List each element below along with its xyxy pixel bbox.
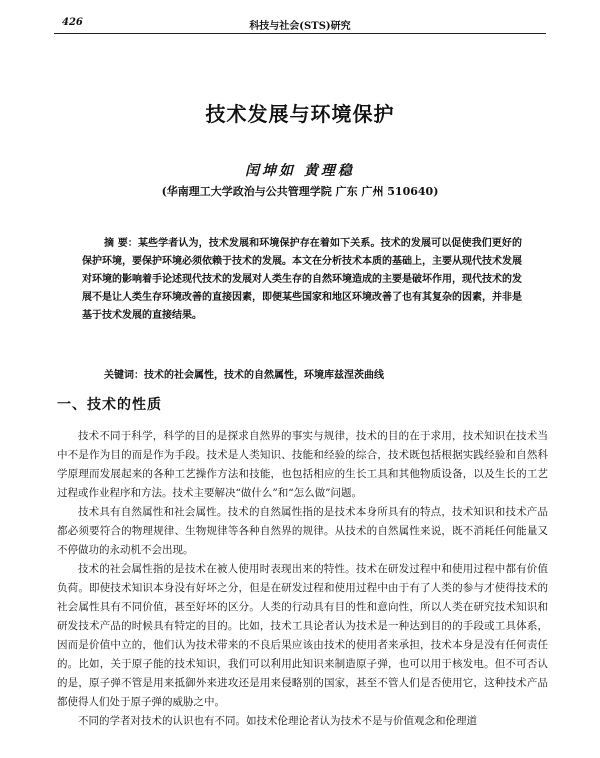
paragraph: 技术不同于科学，科学的目的是探求自然界的事实与规律，技术的目的在于求用，技术知识在技术当中不是作为目的而是作为手段。技术是人类知识、技能和经验的综合，技术既包括根据实践经验和自然科学原理而发展起来的各种工艺操作方法和技能，也包括相应的生长工具和其他物质设备，以及生长的工艺过程或作业程序和方法。技术主要解决“做什么”和“怎么做”问题。 — [57, 430, 548, 499]
body-text — [57, 427, 548, 731]
affiliation: (华南理工大学政治与公共管理学院 广东 广州 510640) — [161, 185, 439, 198]
article-title: 技术发展与环境保护 — [205, 102, 395, 126]
keywords-label: 关键词： — [104, 370, 144, 381]
abstract-label: 摘 要： — [104, 238, 138, 249]
journal-name: 科技与社会(STS)研究 — [249, 21, 351, 32]
paragraph: 不同的学者对技术的认识也有不同。如技术伦理论者认为技术不是与价值观念和伦理道 — [78, 715, 477, 727]
paragraph: 技术的社会属性指的是技术在被人使用时表现出来的特性。技术在研发过程中和使用过程中都有价值负荷。即使技术知识本身没有好坏之分，但是在研发过程和使用过程中由于有了人类的参与才使得技术的社会属性具有不同价值，甚至好坏的区分。人类的行动具有目的性和意向性，所以人类在研究技术知识和研发技术产品的时候具有特定的目的。比如，技术工具论者认为技术是一种达到目的的手段或工具体系，因而是价值中立的，他们认为技术带来的不良后果应该由技术的使用者来承担，技术本身是没有任何责任的。比如，关于原子能的技术知识，我们可以利用此知识来制造原子弹，也可以用于核发电。但不可否认的是，原子弹不管是用来抵御外来进攻还是用来侵略别的国家，甚至不管人们是否使用它，这种技术产品都使得人们处于原子弹的威胁之中。 — [57, 563, 548, 708]
keywords-text: 技术的社会属性，技术的自然属性，环境库兹涅茨曲线 — [144, 370, 384, 381]
paragraph: 技术具有自然属性和社会属性。技术的自然属性指的是技术本身所具有的特点，技术知识和技术产品都必须要符合的物理规律、生物规律等各种自然界的规律。从技术的自然属性来说，既不消耗任何能量又不停做功的永动机不会出现。 — [57, 506, 548, 556]
keywords — [104, 367, 522, 385]
page-number: 426 — [62, 17, 83, 28]
authors: 闰坤如 黄理稳 — [245, 163, 355, 179]
section-heading: 一、技术的性质 — [57, 397, 162, 413]
running-header — [54, 13, 546, 34]
abstract-text: 某些学者认为，技术发展和环境保护存在着如下关系。技术的发展可以促使我们更好的保护环境，要保护环境必须依赖于技术的发展。本文在分析技术本质的基础上，主要从现代技术发展对环境的影响着手论述现代技术的发展对人类生存的自然环境造成的主要是破坏作用，现代技术的发展不是让人类生存环境改善的直接因素，即便某些国家和地区环境改善了也有其复杂的因素，并非是基于技术发展的直接结果。 — [82, 238, 523, 321]
abstract — [82, 235, 522, 325]
